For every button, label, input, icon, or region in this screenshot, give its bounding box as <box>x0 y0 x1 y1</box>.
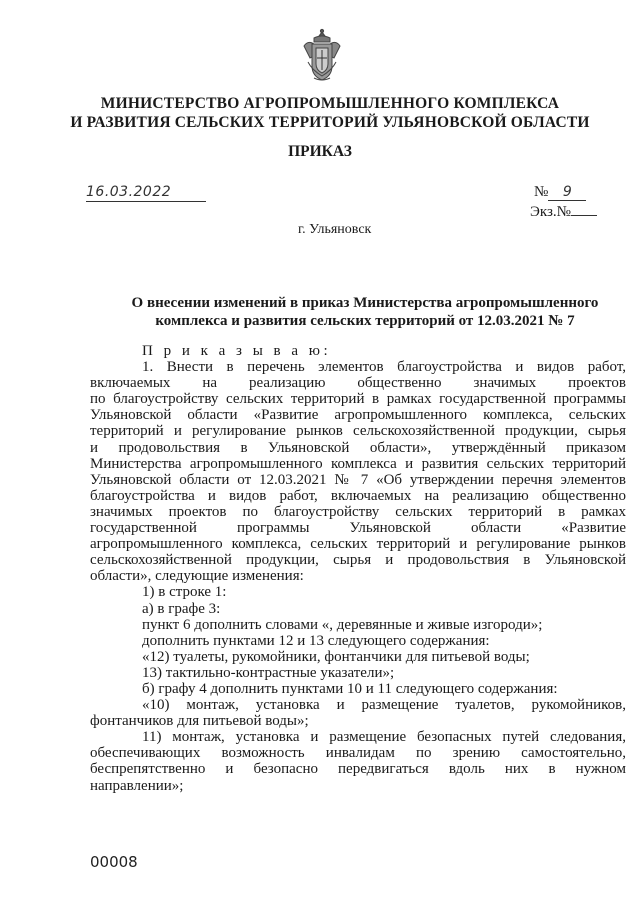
body-line: а) в графе 3: <box>142 600 221 617</box>
body-line: беспрепятственно и безопасно передвигаться вдоль них в нужном <box>90 761 626 778</box>
body-line: Ульяновской области от 12.03.2021 № 7 «Об утверждении перечня элементов <box>90 471 626 488</box>
order-date: 16.03.2022 <box>86 184 206 202</box>
city: г. Ульяновск <box>298 222 372 237</box>
body-line: Ульяновской области «Развитие агропромышленного комплекса, сельских <box>90 407 626 424</box>
document-type: ПРИКАЗ <box>288 143 352 160</box>
coat-of-arms-icon <box>300 28 344 84</box>
body-line: сельскохозяйственной продукции, сырья и продовольствия в Ульяновской <box>90 552 626 569</box>
body-line: 1) в строке 1: <box>142 584 227 601</box>
order-number: 9 <box>548 184 586 201</box>
body-line: «12) туалеты, рукомойники, фонтанчики для питьевой воды; <box>142 648 530 665</box>
body-line: дополнить пунктами 12 и 13 следующего содержания: <box>142 632 490 649</box>
body-line: обеспечивающих возможность инвалидам по зрению самостоятельно, <box>90 745 626 762</box>
body-line: территорий и регулирование рынков сельскохозяйственной продукции, сырья <box>90 423 626 440</box>
order-body <box>90 343 626 794</box>
copy-number-blank <box>571 203 597 216</box>
body-line: б) графу 4 дополнить пунктами 10 и 11 следующего содержания: <box>142 680 558 697</box>
page-stamp: 00008 <box>90 853 138 871</box>
copy-label: Экз.№ <box>530 204 571 220</box>
body-line: включаемых на реализацию общественно значимых проектов <box>90 375 626 392</box>
ministry-name-line-2: И РАЗВИТИЯ СЕЛЬСКИХ ТЕРРИТОРИЙ УЛЬЯНОВСКОЙ ОБЛАСТИ <box>70 114 590 131</box>
subject-line: О внесении изменений в приказ Министерства агропромышленного <box>131 295 599 311</box>
body-line: благоустройства и видов работ, включаемых на реализацию общественно <box>90 487 626 504</box>
number-label: № <box>534 184 549 200</box>
body-line: агропромышленного комплекса, сельских территорий и регулирование рынков <box>90 536 626 553</box>
body-line: Министерства агропромышленного комплекса и развития сельских территорий <box>90 455 626 472</box>
body-line: «10) монтаж, установка и размещение туалетов, рукомойников, <box>142 697 626 714</box>
body-line: и продовольствия в Ульяновской области», утверждённый приказом <box>90 439 626 456</box>
body-line: пункт 6 дополнить словами «, деревянные и живые изгороди»; <box>142 616 543 633</box>
ministry-name-line-1: МИНИСТЕРСТВО АГРОПРОМЫШЛЕННОГО КОМПЛЕКСА <box>100 95 560 112</box>
body-line: значимых проектов по благоустройству сельских территорий в рамках <box>90 503 626 520</box>
order-number-row <box>534 184 586 201</box>
order-subject <box>130 294 600 330</box>
body-line: фонтанчиков для питьевой воды»; <box>90 713 309 730</box>
body-line: государственной программы Ульяновской области «Развитие <box>90 520 626 537</box>
body-line: направлении»; <box>90 777 184 794</box>
subject-line: комплекса и развития сельских территорий от 12.03.2021 № 7 <box>155 313 575 329</box>
body-line: 11) монтаж, установка и размещение безопасных путей следования, <box>142 729 626 746</box>
copy-number-row <box>530 203 597 221</box>
body-line: области», следующие изменения: <box>90 568 304 585</box>
body-line: 1. Внести в перечень элементов благоустройства и видов работ, <box>142 359 626 376</box>
body-line: по благоустройству сельских территорий в рамках государственной программы <box>90 391 626 408</box>
body-line: П р и к а з ы в а ю: <box>142 343 332 359</box>
body-line: 13) тактильно-контрастные указатели»; <box>142 664 395 681</box>
